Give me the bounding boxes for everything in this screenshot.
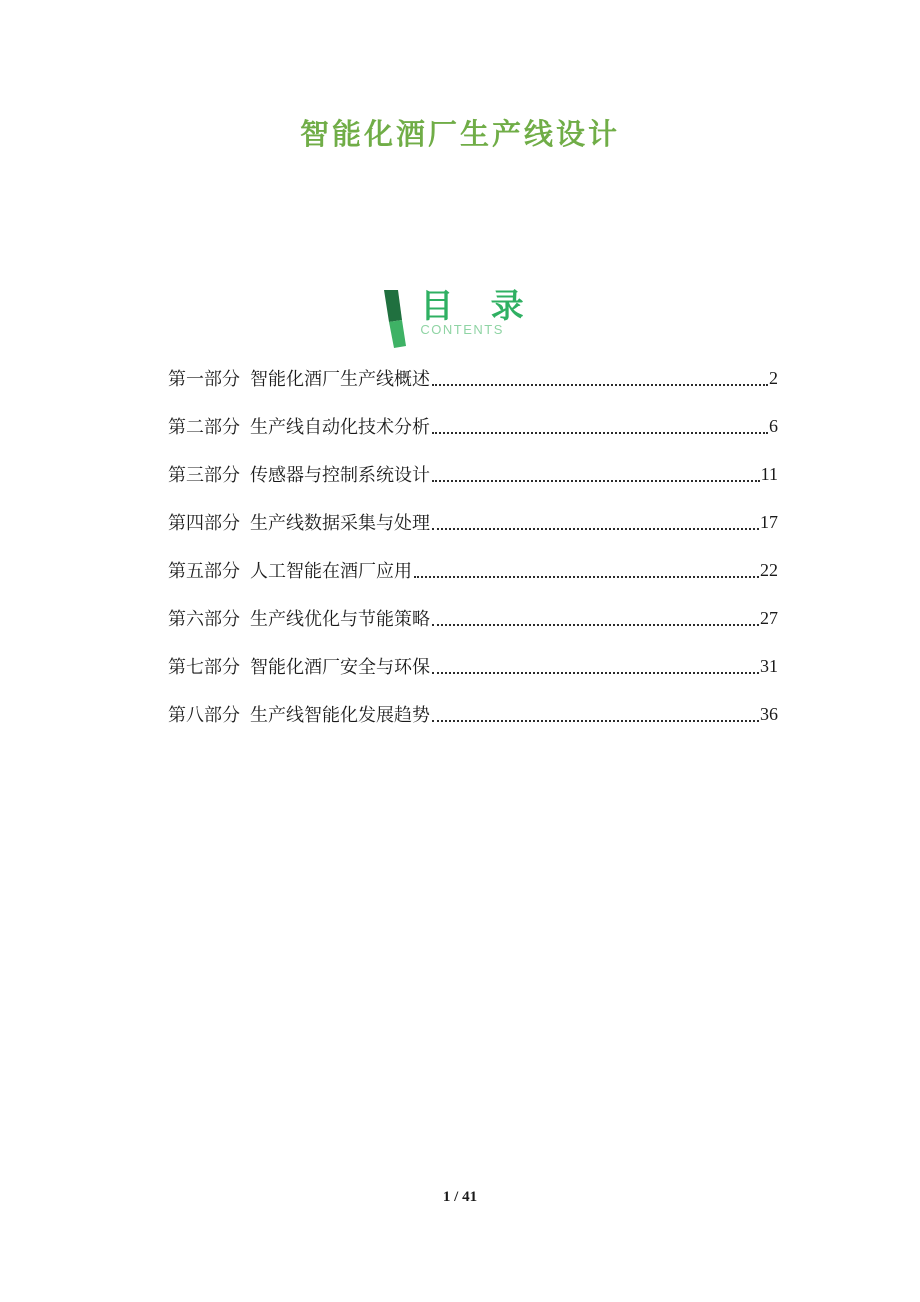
toc-entry[interactable]: [168, 450, 778, 498]
toc-dot-leader: [432, 720, 759, 722]
toc-entry[interactable]: [168, 546, 778, 594]
toc-dot-leader: [432, 624, 759, 626]
toc-entry-page: 27: [760, 607, 778, 628]
toc-entry-page: 22: [760, 559, 778, 580]
toc-entry-title: 生产线自动化技术分析: [250, 417, 430, 437]
toc-entry[interactable]: [168, 690, 778, 738]
toc-entry-part: 第六部分: [168, 609, 240, 629]
toc-entry[interactable]: [168, 642, 778, 690]
toc-entry-part: 第四部分: [168, 513, 240, 533]
toc-entry-page: 17: [760, 511, 778, 532]
toc-header: [0, 288, 920, 348]
toc-entry[interactable]: [168, 594, 778, 642]
toc-entry-title: 人工智能在酒厂应用: [250, 561, 412, 581]
toc-entry[interactable]: [168, 402, 778, 450]
toc-dot-leader: [432, 384, 768, 386]
toc-entry-part: 第三部分: [168, 465, 240, 485]
toc-dot-leader: [414, 576, 759, 578]
toc-subtitle: CONTENTS: [420, 322, 504, 337]
toc-entry-part: 第八部分: [168, 705, 240, 725]
toc-entry-page: 31: [760, 655, 778, 676]
toc-dot-leader: [432, 432, 768, 434]
page-number: 1 / 41: [442, 1189, 478, 1205]
toc-header-text: [420, 288, 537, 337]
toc-entry-part: 第五部分: [168, 561, 240, 581]
toc-entry-part: 第一部分: [168, 369, 240, 389]
toc-entry-title: 智能化酒厂生产线概述: [250, 369, 430, 389]
toc-entry-page: 11: [760, 463, 778, 484]
toc-entry[interactable]: [168, 498, 778, 546]
toc-entry-page: 6: [769, 415, 778, 436]
toc-dot-leader: [432, 528, 759, 530]
toc-dot-leader: [432, 480, 760, 482]
page-title: 智能化酒厂生产线设计: [299, 119, 620, 151]
toc-list: [168, 354, 778, 738]
toc-title: 目 录: [420, 287, 538, 324]
toc-entry-page: 36: [760, 703, 778, 724]
toc-logo-icon: [382, 290, 408, 348]
toc-entry[interactable]: [168, 354, 778, 402]
toc-entry-title: 传感器与控制系统设计: [250, 465, 430, 485]
toc-entry-page: 2: [769, 367, 778, 388]
toc-entry-part: 第二部分: [168, 417, 240, 437]
toc-entry-title: 生产线优化与节能策略: [250, 609, 430, 629]
toc-entry-title: 生产线数据采集与处理: [250, 513, 430, 533]
toc-entry-title: 智能化酒厂安全与环保: [250, 657, 430, 677]
toc-entry-part: 第七部分: [168, 657, 240, 677]
toc-dot-leader: [432, 672, 759, 674]
toc-entry-title: 生产线智能化发展趋势: [250, 705, 430, 725]
